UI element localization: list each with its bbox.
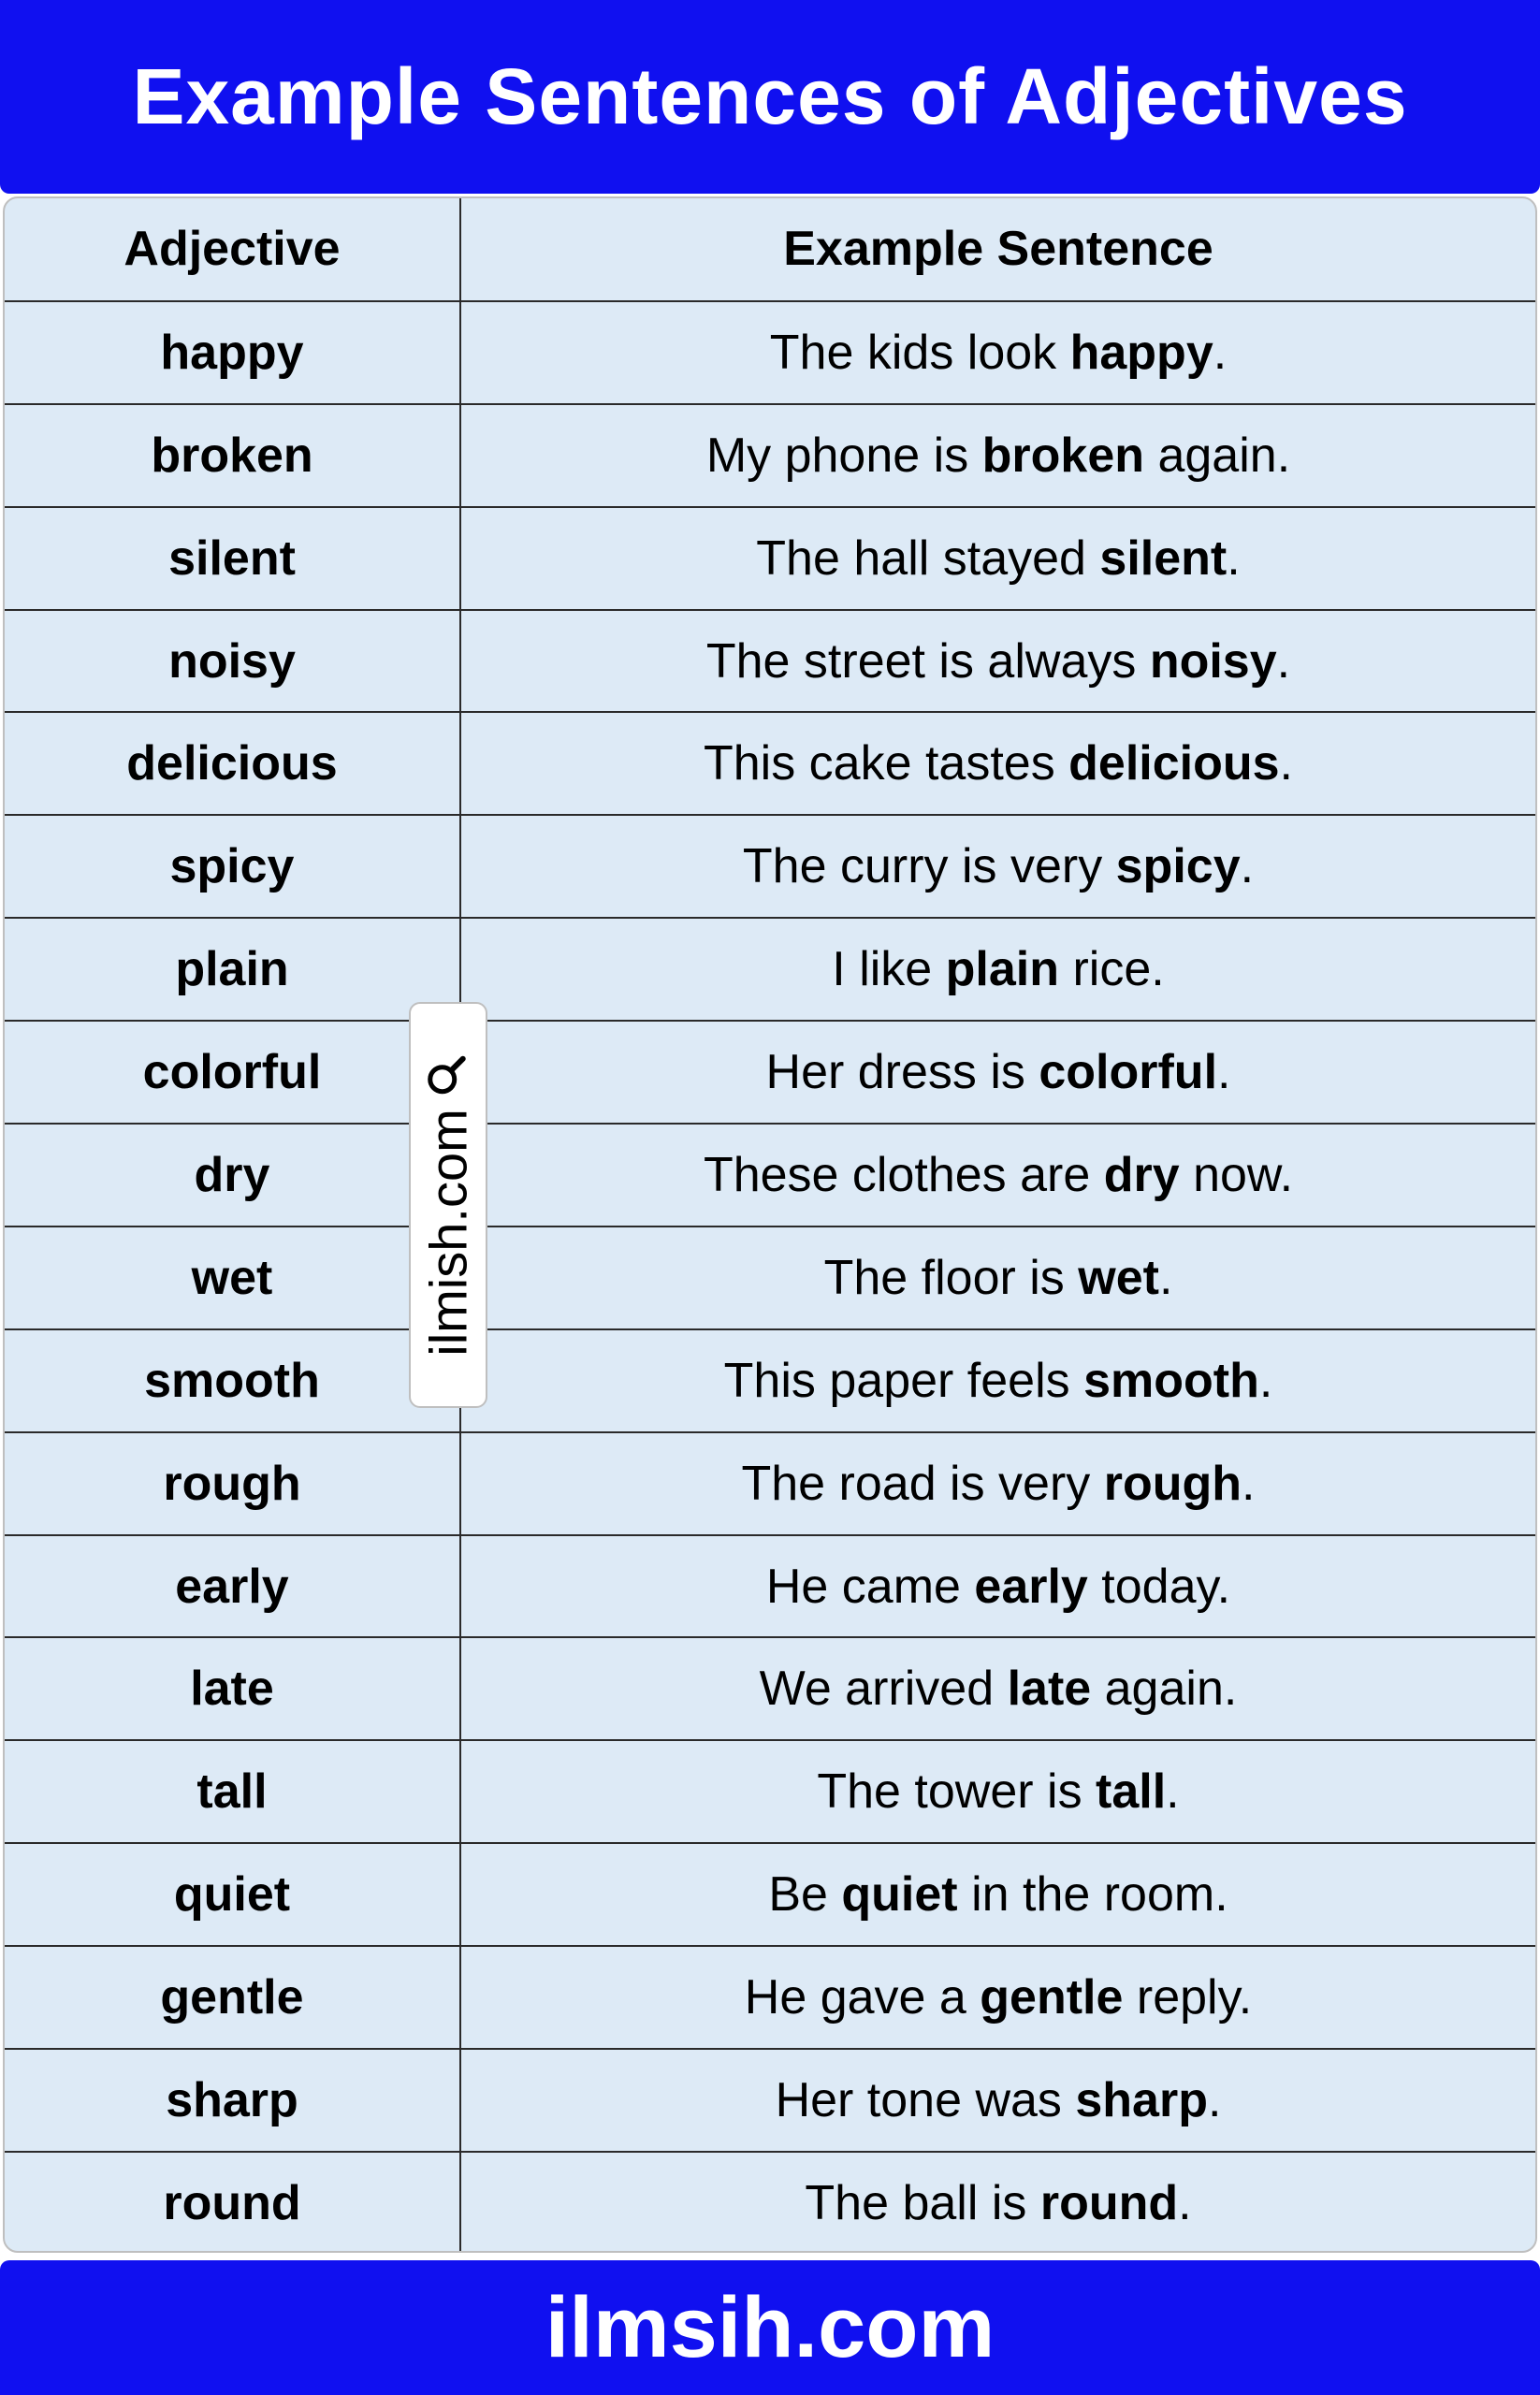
- sentence-text: The kids look: [769, 325, 1070, 380]
- sentence-text: The hall stayed: [756, 530, 1100, 586]
- sentence-text: rice.: [1059, 942, 1165, 997]
- sentence-text: .: [1207, 2072, 1222, 2127]
- watermark-badge: [409, 1002, 487, 1408]
- adjective-table-container: [3, 196, 1537, 2253]
- adjective-cell: late: [5, 1637, 460, 1740]
- highlighted-adjective: broken: [981, 428, 1145, 483]
- highlighted-adjective: delicious: [1068, 736, 1280, 791]
- table-row: [5, 918, 1535, 1021]
- adjective-cell: wet: [5, 1227, 460, 1329]
- adjective-cell: rough: [5, 1432, 460, 1535]
- table-row: [5, 1021, 1535, 1124]
- sentence-text: now.: [1179, 1147, 1294, 1202]
- example-sentence-cell: [460, 918, 1535, 1021]
- table-row: [5, 2049, 1535, 2152]
- adjective-cell: gentle: [5, 1946, 460, 2049]
- sentence-text: in the room.: [957, 1867, 1228, 1923]
- adjective-cell: early: [5, 1535, 460, 1638]
- sentence-text: I like: [832, 942, 946, 997]
- sentence-text: Her tone was: [775, 2072, 1076, 2127]
- highlighted-adjective: rough: [1103, 1456, 1242, 1511]
- sentence-text: .: [1178, 2176, 1192, 2231]
- highlighted-adjective: colorful: [1039, 1045, 1218, 1100]
- table-row: [5, 1227, 1535, 1329]
- sentence-text: .: [1217, 1045, 1231, 1100]
- sentence-text: This paper feels: [723, 1353, 1084, 1408]
- column-header-adjective: Adjective: [5, 198, 460, 301]
- sentence-text: These clothes are: [703, 1147, 1104, 1202]
- example-sentence-cell: [460, 1843, 1535, 1946]
- sentence-text: The floor is: [823, 1250, 1079, 1305]
- sentence-text: .: [1276, 633, 1291, 689]
- adjective-cell: silent: [5, 507, 460, 610]
- adjective-cell: delicious: [5, 712, 460, 815]
- sentence-text: We arrived: [759, 1662, 1008, 1717]
- highlighted-adjective: plain: [945, 942, 1060, 997]
- footer-site-name: ilmsih.com: [545, 2279, 995, 2375]
- table-row: [5, 1946, 1535, 2049]
- highlighted-adjective: happy: [1069, 325, 1213, 380]
- example-sentence-cell: [460, 1124, 1535, 1227]
- sentence-text: .: [1213, 325, 1228, 380]
- example-sentence-cell: [460, 301, 1535, 404]
- example-sentence-cell: [460, 610, 1535, 713]
- table-row: [5, 507, 1535, 610]
- table-row: [5, 1843, 1535, 1946]
- example-sentence-cell: [460, 1432, 1535, 1535]
- sentence-text: reply.: [1123, 1970, 1253, 2025]
- example-sentence-cell: [460, 2152, 1535, 2253]
- highlighted-adjective: silent: [1099, 530, 1228, 586]
- adjective-cell: broken: [5, 404, 460, 507]
- sentence-text: .: [1227, 530, 1241, 586]
- highlighted-adjective: round: [1039, 2176, 1179, 2231]
- sentence-text: The ball is: [805, 2176, 1040, 2231]
- adjective-cell: spicy: [5, 815, 460, 918]
- sentence-text: again.: [1091, 1662, 1238, 1717]
- watermark-text: ilmish.com: [418, 1108, 478, 1357]
- page-title: Example Sentences of Adjectives: [132, 52, 1408, 140]
- example-sentence-cell: [460, 1740, 1535, 1843]
- sentence-text: again.: [1144, 428, 1291, 483]
- table-header-row: [5, 198, 1535, 301]
- sentence-text: The road is very: [741, 1456, 1104, 1511]
- highlighted-adjective: tall: [1096, 1764, 1167, 1820]
- table-row: [5, 1329, 1535, 1432]
- sentence-text: This cake tastes: [703, 736, 1069, 791]
- table-row: [5, 1637, 1535, 1740]
- highlighted-adjective: late: [1007, 1662, 1092, 1717]
- sentence-text: The street is always: [705, 633, 1150, 689]
- footer-banner: [0, 2260, 1540, 2395]
- table-row: [5, 815, 1535, 918]
- highlighted-adjective: gentle: [980, 1970, 1124, 2025]
- highlighted-adjective: dry: [1103, 1147, 1180, 1202]
- example-sentence-cell: [460, 404, 1535, 507]
- sentence-text: .: [1258, 1353, 1273, 1408]
- example-sentence-cell: [460, 815, 1535, 918]
- sentence-text: The tower is: [817, 1764, 1097, 1820]
- search-icon: [426, 1054, 472, 1096]
- highlighted-adjective: noisy: [1149, 633, 1277, 689]
- highlighted-adjective: quiet: [841, 1867, 958, 1923]
- highlighted-adjective: smooth: [1083, 1353, 1259, 1408]
- example-sentence-cell: [460, 1637, 1535, 1740]
- sentence-text: He came: [765, 1559, 975, 1614]
- table-row: [5, 1124, 1535, 1227]
- table-row: [5, 712, 1535, 815]
- adjective-cell: tall: [5, 1740, 460, 1843]
- sentence-text: .: [1242, 1456, 1256, 1511]
- example-sentence-cell: [460, 507, 1535, 610]
- adjective-cell: dry: [5, 1124, 460, 1227]
- table-row: [5, 301, 1535, 404]
- table-row: [5, 404, 1535, 507]
- header-banner: [0, 0, 1540, 194]
- table-row: [5, 1432, 1535, 1535]
- table-row: [5, 1740, 1535, 1843]
- highlighted-adjective: sharp: [1075, 2072, 1208, 2127]
- sentence-text: The curry is very: [742, 839, 1116, 894]
- table-row: [5, 610, 1535, 713]
- example-sentence-cell: [460, 1329, 1535, 1432]
- adjective-cell: happy: [5, 301, 460, 404]
- sentence-text: today.: [1087, 1559, 1231, 1614]
- sentence-text: .: [1166, 1764, 1180, 1820]
- highlighted-adjective: wet: [1078, 1250, 1159, 1305]
- adjective-cell: noisy: [5, 610, 460, 713]
- adjective-cell: colorful: [5, 1021, 460, 1124]
- example-sentence-cell: [460, 1946, 1535, 2049]
- column-header-example-sentence: Example Sentence: [460, 198, 1535, 301]
- table-row: [5, 2152, 1535, 2253]
- example-sentence-cell: [460, 1227, 1535, 1329]
- adjective-cell: round: [5, 2152, 460, 2253]
- sentence-text: .: [1240, 839, 1255, 894]
- sentence-text: .: [1158, 1250, 1173, 1305]
- adjective-table: [5, 198, 1535, 2253]
- sentence-text: Be: [768, 1867, 842, 1923]
- example-sentence-cell: [460, 1021, 1535, 1124]
- sentence-text: He gave a: [744, 1970, 981, 2025]
- highlighted-adjective: early: [974, 1559, 1088, 1614]
- sentence-text: My phone is: [705, 428, 982, 483]
- adjective-cell: quiet: [5, 1843, 460, 1946]
- example-sentence-cell: [460, 712, 1535, 815]
- example-sentence-cell: [460, 1535, 1535, 1638]
- sentence-text: .: [1279, 736, 1293, 791]
- adjective-cell: smooth: [5, 1329, 460, 1432]
- table-body: [5, 301, 1535, 2253]
- highlighted-adjective: spicy: [1115, 839, 1241, 894]
- example-sentence-cell: [460, 2049, 1535, 2152]
- table-row: [5, 1535, 1535, 1638]
- adjective-cell: plain: [5, 918, 460, 1021]
- adjective-cell: sharp: [5, 2049, 460, 2152]
- sentence-text: Her dress is: [765, 1045, 1039, 1100]
